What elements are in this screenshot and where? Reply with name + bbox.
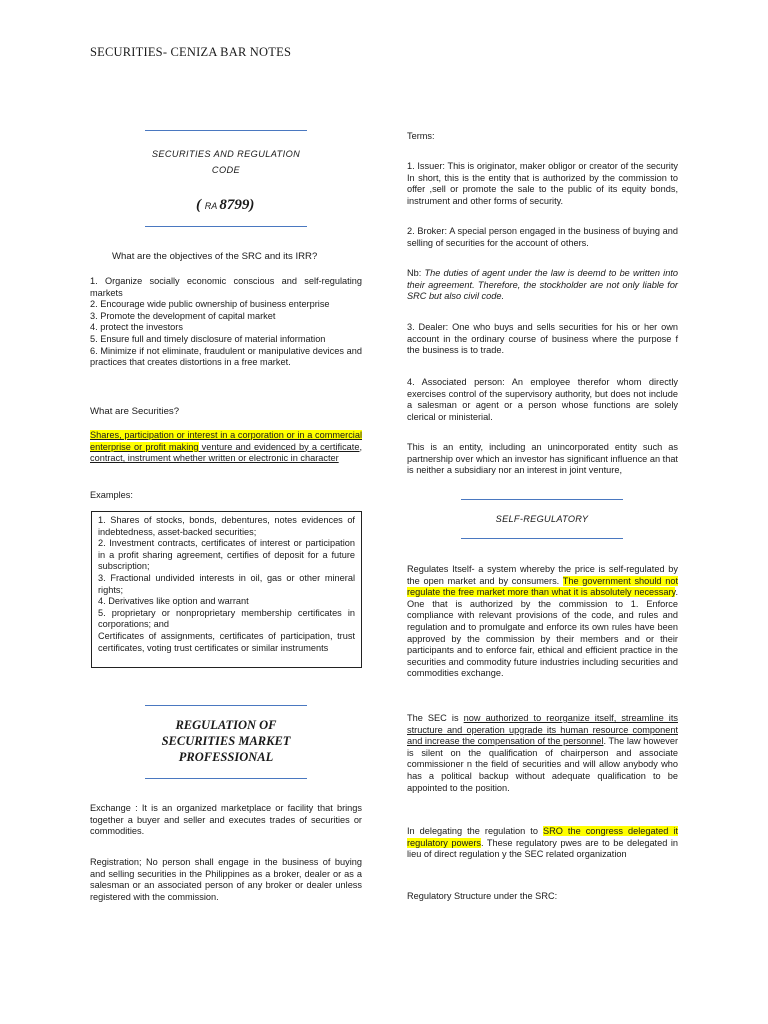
delegating-highlight: SRO the congress delegated it regulatory powers xyxy=(407,826,678,848)
securities-question: What are Securities? xyxy=(90,406,180,417)
delegating-rest: . These regulatory pwes are to be delegated in lieu of direct regulation y the SEC related organization xyxy=(407,837,678,860)
objectives-list xyxy=(90,276,362,369)
regulates-paragraph xyxy=(407,564,678,680)
sec-start: The SEC is xyxy=(407,713,464,723)
regulates-start: Regulates Itself- a system whereby the price is self-regulated by the open market and by consumers. xyxy=(407,564,678,586)
securities-definition-rest: venture and evidenced by a certificate, contract, instrument whether written or electronic in character xyxy=(90,441,362,464)
divider-above-selfreg xyxy=(461,499,623,500)
terms-label: Terms: xyxy=(407,131,435,141)
page-header: SECURITIES- CENIZA BAR NOTES xyxy=(90,45,292,59)
regulation-heading xyxy=(125,717,327,765)
example-item: 1. Shares of stocks, bonds, debentures, notes evidences of indebtedness, asset-backed securities; xyxy=(98,515,355,537)
examples-label: Examples: xyxy=(90,490,133,500)
example-item: 3. Fractional undivided interests in oil, gas or other mineral rights; xyxy=(98,572,355,595)
entity-paragraph: This is an entity, including an unincorporated entity such as partnership over which an investor has significant influence an that is neither a subsidiary nor an interest in joint venture, xyxy=(407,442,678,476)
regulatory-structure-label: Regulatory Structure under the SRC: xyxy=(407,891,558,901)
example-item: 2. Investment contracts, certificates of interest or participation in a profit sharing agreement, certifies of deposit for a future subscription; xyxy=(98,538,355,572)
code-title xyxy=(130,146,322,178)
code-title-line1: SECURITIES AND REGULATION xyxy=(151,149,301,159)
ra-num: 8799) xyxy=(219,197,255,213)
divider-top-left xyxy=(145,130,307,131)
term-broker: 2. Broker: A special person engaged in the business of buying and selling of securities for the account of others. xyxy=(407,226,678,248)
nb-note xyxy=(407,268,678,303)
sec-paragraph xyxy=(407,713,678,794)
term-dealer: 3. Dealer: One who buys and sells securities for his or her own account in the ordinary course of business where the purpose f the business is to trade. xyxy=(407,322,678,356)
divider-above-regulation xyxy=(145,705,307,706)
divider-below-regulation xyxy=(145,778,307,779)
example-item: Certificates of assignments, certificates of participation, trust certificates, voting trust certificates or similar instruments xyxy=(98,630,355,653)
regulates-rest: . One that is authorized by the commission to 1. Enforce compliance with relevant provisions of the code, and rules and regulation and to promulgate and enforce its own rules have been approved by the commission by their members and or their participants and to enforce fair, ethical and efficient practice in the securities and commodity future industries including securities and commodities exchange. xyxy=(407,587,678,679)
regulation-heading-line2: SECURITIES MARKET xyxy=(161,734,291,748)
ra-prefix: RA xyxy=(204,201,220,211)
code-title-line2: CODE xyxy=(211,165,241,175)
term-issuer: 1. Issuer: This is originator, maker obligor or creator of the security In short, this is the entity that is authorized by the commission to offer ,sell or promote the sale to the public of its equity bonds, instrument and other forms of security. xyxy=(407,161,678,206)
securities-definition xyxy=(90,430,362,465)
nb-prefix: Nb: xyxy=(407,268,425,278)
objective-item: 1. Organize socially economic conscious and self-regulating markets xyxy=(90,276,362,298)
regulates-highlight: The government should not regulate the free market more than what it is absolutely necessary xyxy=(407,575,678,598)
sec-rest: . The law however is silent on the qualification of chairperson and associate commissioner n the field of securities and will allow anybody who has a political backup without adequate qualification to be appointed to the position. xyxy=(407,736,678,793)
term-associated: 4. Associated person: An employee therefor whom directly exercises control of the supervisory authority, but does not include a salesman or agent or a person whose functions are solely clerical or ministerial. xyxy=(407,377,678,422)
exchange-paragraph: Exchange : It is an organized marketplace or facility that brings together a buyer and seller and executes trades of securities or commodities. xyxy=(90,803,362,837)
divider-below-selfreg xyxy=(461,538,623,539)
examples-box xyxy=(91,511,362,668)
sec-underlined: now authorized to reorganize itself, streamline its structure and operation upgrade its human resource component and increase the compensation of the personnel xyxy=(407,713,678,747)
objective-item: 5. Ensure full and timely disclosure of material information xyxy=(90,333,326,344)
ra-number xyxy=(196,197,254,214)
example-item: 5. proprietary or nonproprietary membership certificates in corporations; and xyxy=(98,607,355,630)
objective-item: 3. Promote the development of capital market xyxy=(90,310,276,321)
objective-item: 4. protect the investors xyxy=(90,322,183,333)
registration-paragraph: Registration; No person shall engage in the business of buying and selling securities in the Philippines as a broker, dealer or as a salesman or an associated person of any broker or dealer unless registered with the commission. xyxy=(90,857,362,902)
regulation-heading-line3: PROFESSIONAL xyxy=(178,750,274,764)
ra-open: ( xyxy=(196,197,205,213)
objective-item: 2. Encourage wide public ownership of business enterprise xyxy=(90,299,330,310)
example-item: 4. Derivatives like option and warrant xyxy=(98,596,249,607)
objectives-question: What are the objectives of the SRC and its IRR? xyxy=(112,251,318,262)
divider-under-code xyxy=(145,226,307,227)
delegating-paragraph xyxy=(407,826,678,861)
self-regulatory-heading: SELF-REGULATORY xyxy=(495,514,589,524)
regulation-heading-line1: REGULATION OF xyxy=(175,718,277,732)
delegating-start: In delegating the regulation to xyxy=(407,826,543,836)
objective-item: 6. Minimize if not eliminate, fraudulent or manipulative devices and practices that creates distortions in a free market. xyxy=(90,345,362,368)
securities-definition-highlight: Shares, participation or interest in a corporation or in a commercial enterprise or profit making xyxy=(90,430,362,452)
nb-text: The duties of agent under the law is deemd to be written into their agreement. Therefore, the stockholder are not only liable for SRC but also civil code. xyxy=(407,268,678,302)
